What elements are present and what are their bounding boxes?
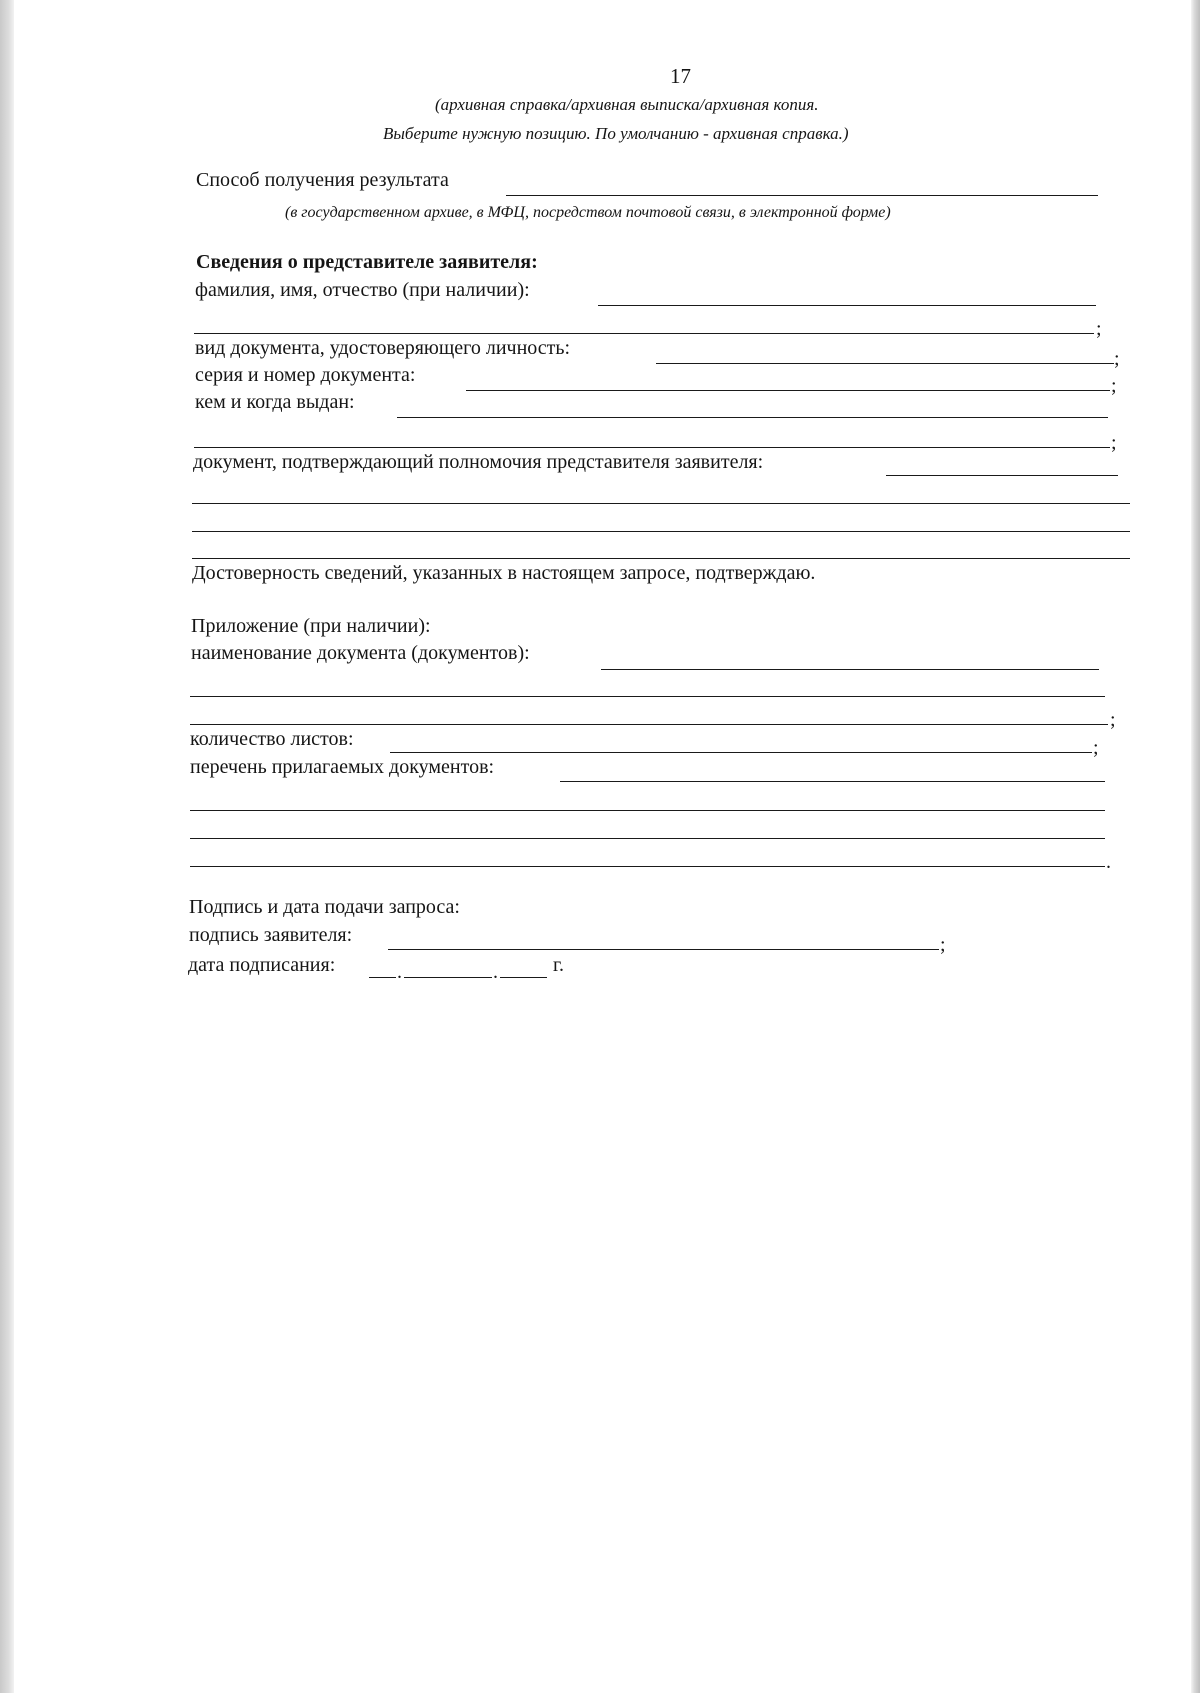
date-separator-2: . <box>493 961 498 983</box>
doc-name-field-3[interactable] <box>190 724 1108 725</box>
doc-list-field-2[interactable] <box>190 810 1105 811</box>
sheet-count-semicolon: ; <box>1093 737 1099 759</box>
date-label: дата подписания: <box>188 954 336 976</box>
date-year-field[interactable] <box>500 977 547 978</box>
result-method-label: Способ получения результата <box>196 169 449 191</box>
full-name-field-1[interactable] <box>598 305 1096 306</box>
year-suffix: г. <box>553 954 564 976</box>
applicant-signature-label: подпись заявителя: <box>189 924 353 946</box>
doc-series-number-semicolon: ; <box>1111 375 1117 397</box>
issued-by-label: кем и когда выдан: <box>195 391 355 413</box>
signature-heading: Подпись и дата подачи запроса: <box>189 896 460 918</box>
doc-list-label: перечень прилагаемых документов: <box>190 756 495 778</box>
representative-heading: Сведения о представителе заявителя: <box>196 251 538 273</box>
doc-series-number-label: серия и номер документа: <box>195 364 416 386</box>
page-number: 17 <box>670 64 691 88</box>
authority-doc-field-2[interactable] <box>192 503 1130 504</box>
full-name-field-2[interactable] <box>194 333 1094 334</box>
authority-doc-label: документ, подтверждающий полномочия представителя заявителя: <box>193 451 764 473</box>
doc-name-label: наименование документа (документов): <box>191 642 530 664</box>
issued-by-semicolon: ; <box>1111 432 1117 454</box>
doc-list-field-4[interactable] <box>190 866 1105 867</box>
date-day-field[interactable] <box>369 977 396 978</box>
doc-list-period: . <box>1106 851 1111 873</box>
result-method-hint: (в государственном архиве, в МФЦ, посредством почтовой связи, в электронной форме) <box>285 204 891 221</box>
authority-doc-field-3[interactable] <box>192 531 1130 532</box>
doc-list-field-1[interactable] <box>560 781 1105 782</box>
authority-doc-field-1[interactable] <box>886 475 1118 476</box>
date-separator-1: . <box>397 961 402 983</box>
attachment-heading: Приложение (при наличии): <box>191 615 431 637</box>
id-doc-type-label: вид документа, удостоверяющего личность: <box>195 337 571 359</box>
hint-line-1: (архивная справка/архивная выписка/архивная копия. <box>435 95 819 114</box>
hint-line-2: Выберите нужную позицию. По умолчанию - архивная справка.) <box>383 124 849 143</box>
sheet-count-field[interactable] <box>390 752 1092 753</box>
sheet-count-label: количество листов: <box>190 728 354 750</box>
applicant-signature-semicolon: ; <box>940 934 946 956</box>
full-name-semicolon: ; <box>1096 318 1102 340</box>
doc-name-semicolon: ; <box>1110 709 1116 731</box>
confirmation-text: Достоверность сведений, указанных в настоящем запросе, подтверждаю. <box>192 562 816 584</box>
id-doc-type-field[interactable] <box>656 363 1114 364</box>
applicant-signature-field[interactable] <box>388 949 939 950</box>
authority-doc-field-4[interactable] <box>192 558 1130 559</box>
result-method-field[interactable] <box>506 195 1098 196</box>
doc-name-field-2[interactable] <box>190 696 1105 697</box>
full-name-label: фамилия, имя, отчество (при наличии): <box>195 279 530 301</box>
scan-edge-left <box>0 0 14 1693</box>
id-doc-type-semicolon: ; <box>1114 348 1120 370</box>
issued-by-field-2[interactable] <box>194 447 1110 448</box>
scan-edge-right <box>1191 0 1200 1693</box>
doc-name-field-1[interactable] <box>601 669 1099 670</box>
issued-by-field-1[interactable] <box>397 417 1108 418</box>
date-month-field[interactable] <box>404 977 492 978</box>
doc-list-field-3[interactable] <box>190 838 1105 839</box>
doc-series-number-field[interactable] <box>466 390 1110 391</box>
